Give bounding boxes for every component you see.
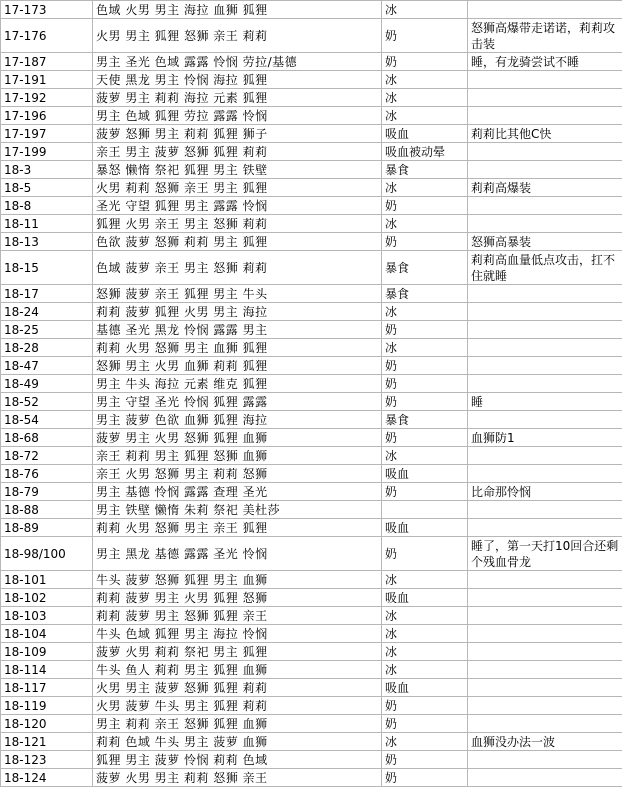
table-row [1, 411, 622, 429]
table-row [1, 483, 622, 501]
cell-result[interactable]: 冰 [382, 179, 468, 197]
cell-note[interactable]: 睡了，第一天打10回合还剩个残血骨龙 [468, 537, 622, 571]
cell-id[interactable]: 18-88 [1, 501, 93, 519]
cell-id[interactable]: 17-199 [1, 143, 93, 161]
cell-team[interactable]: 暴怒 懒惰 祭祀 狐狸 男主 铁壁 [93, 161, 382, 179]
cell-id[interactable]: 18-121 [1, 733, 93, 751]
cell-team[interactable]: 火男 男主 狐狸 怒狮 亲王 莉莉 [93, 19, 382, 53]
table-row [1, 215, 622, 233]
table-row [1, 447, 622, 465]
cell-note[interactable] [468, 1, 622, 19]
cell-result[interactable]: 冰 [382, 733, 468, 751]
cell-result[interactable]: 冰 [382, 303, 468, 321]
cell-id[interactable]: 18-5 [1, 179, 93, 197]
cell-result[interactable]: 奶 [382, 357, 468, 375]
cell-team[interactable]: 火男 菠萝 牛头 男主 狐狸 莉莉 [93, 697, 382, 715]
table-row [1, 53, 622, 71]
table-row [1, 679, 622, 697]
cell-result[interactable]: 奶 [382, 375, 468, 393]
cell-note[interactable] [468, 285, 622, 303]
table-row [1, 107, 622, 125]
cell-note[interactable] [468, 339, 622, 357]
cell-note[interactable]: 血狮没办法一波 [468, 733, 622, 751]
cell-result[interactable]: 冰 [382, 89, 468, 107]
table-row [1, 303, 622, 321]
cell-team[interactable]: 莉莉 色域 牛头 男主 菠萝 血狮 [93, 733, 382, 751]
cell-team[interactable]: 怒狮 男主 火男 血狮 莉莉 狐狸 [93, 357, 382, 375]
table-row [1, 519, 622, 537]
cell-team[interactable]: 菠萝 怒狮 男主 莉莉 狐狸 狮子 [93, 125, 382, 143]
cell-team[interactable]: 莉莉 菠萝 狐狸 火男 男主 海拉 [93, 303, 382, 321]
cell-id[interactable]: 18-109 [1, 643, 93, 661]
cell-id[interactable]: 18-8 [1, 197, 93, 215]
cell-result[interactable]: 冰 [382, 107, 468, 125]
cell-note[interactable] [468, 589, 622, 607]
cell-id[interactable]: 18-72 [1, 447, 93, 465]
table-row [1, 733, 622, 751]
cell-note[interactable] [468, 679, 622, 697]
cell-id[interactable]: 17-192 [1, 89, 93, 107]
table-row [1, 1, 622, 19]
table-row [1, 89, 622, 107]
cell-note[interactable] [468, 447, 622, 465]
cell-team[interactable]: 怒狮 菠萝 亲王 狐狸 男主 牛头 [93, 285, 382, 303]
cell-team[interactable]: 男主 菠萝 色欲 血狮 狐狸 海拉 [93, 411, 382, 429]
cell-result[interactable]: 冰 [382, 607, 468, 625]
table-row [1, 19, 622, 53]
cell-result[interactable]: 冰 [382, 71, 468, 89]
table-row [1, 501, 622, 519]
table-row [1, 571, 622, 589]
cell-note[interactable] [468, 375, 622, 393]
spreadsheet-body [1, 1, 622, 787]
cell-result[interactable]: 冰 [382, 339, 468, 357]
cell-id[interactable]: 18-47 [1, 357, 93, 375]
cell-result[interactable]: 吸血 [382, 679, 468, 697]
cell-result[interactable]: 奶 [382, 483, 468, 501]
cell-note[interactable] [468, 107, 622, 125]
cell-result[interactable]: 冰 [382, 215, 468, 233]
cell-id[interactable]: 18-52 [1, 393, 93, 411]
cell-id[interactable]: 17-187 [1, 53, 93, 71]
table-row [1, 393, 622, 411]
table-row [1, 715, 622, 733]
cell-result[interactable]: 冰 [382, 625, 468, 643]
table-row [1, 321, 622, 339]
cell-team[interactable]: 狐狸 火男 亲王 男主 怒狮 莉莉 [93, 215, 382, 233]
cell-result[interactable]: 暴食 [382, 411, 468, 429]
cell-note[interactable]: 莉莉比其他C快 [468, 125, 622, 143]
cell-note[interactable] [468, 71, 622, 89]
cell-id[interactable]: 18-68 [1, 429, 93, 447]
cell-team[interactable]: 男主 守望 圣光 怜悯 狐狸 露露 [93, 393, 382, 411]
cell-note[interactable]: 血狮防1 [468, 429, 622, 447]
cell-result[interactable]: 奶 [382, 697, 468, 715]
cell-id[interactable]: 18-98/100 [1, 537, 93, 571]
cell-note[interactable]: 莉莉高爆装 [468, 179, 622, 197]
table-row [1, 625, 622, 643]
cell-note[interactable]: 怒狮高爆带走诺诺，莉莉攻击装 [468, 19, 622, 53]
cell-result[interactable]: 奶 [382, 429, 468, 447]
table-row [1, 465, 622, 483]
cell-team[interactable]: 莉莉 菠萝 男主 怒狮 狐狸 亲王 [93, 607, 382, 625]
cell-result[interactable]: 奶 [382, 233, 468, 251]
cell-note[interactable] [468, 715, 622, 733]
cell-team[interactable]: 亲王 火男 怒狮 男主 莉莉 怒狮 [93, 465, 382, 483]
cell-id[interactable]: 18-102 [1, 589, 93, 607]
cell-note[interactable] [468, 751, 622, 769]
cell-team[interactable]: 亲王 男主 菠萝 怒狮 狐狸 莉莉 [93, 143, 382, 161]
cell-result[interactable]: 奶 [382, 751, 468, 769]
cell-note[interactable] [468, 501, 622, 519]
cell-note[interactable]: 比命那怜悯 [468, 483, 622, 501]
cell-id[interactable]: 17-173 [1, 1, 93, 19]
cell-team[interactable]: 天使 黑龙 男主 怜悯 海拉 狐狸 [93, 71, 382, 89]
cell-note[interactable] [468, 607, 622, 625]
cell-note[interactable] [468, 161, 622, 179]
table-row [1, 197, 622, 215]
cell-result[interactable]: 吸血 [382, 519, 468, 537]
cell-team[interactable]: 菠萝 火男 男主 莉莉 怒狮 亲王 [93, 769, 382, 787]
table-row [1, 429, 622, 447]
table-row [1, 357, 622, 375]
cell-id[interactable]: 18-49 [1, 375, 93, 393]
cell-result[interactable]: 奶 [382, 53, 468, 71]
table-row [1, 143, 622, 161]
cell-id[interactable]: 18-76 [1, 465, 93, 483]
cell-team[interactable]: 菠萝 男主 莉莉 海拉 元素 狐狸 [93, 89, 382, 107]
table-row [1, 161, 622, 179]
cell-id[interactable]: 18-79 [1, 483, 93, 501]
cell-result[interactable]: 冰 [382, 571, 468, 589]
table-row [1, 179, 622, 197]
cell-team[interactable]: 色域 火男 男主 海拉 血狮 狐狸 [93, 1, 382, 19]
cell-id[interactable]: 17-197 [1, 125, 93, 143]
cell-id[interactable]: 18-15 [1, 251, 93, 285]
table-row [1, 751, 622, 769]
cell-id[interactable]: 18-120 [1, 715, 93, 733]
cell-id[interactable]: 18-104 [1, 625, 93, 643]
cell-team[interactable]: 男主 色域 狐狸 劳拉 露露 怜悯 [93, 107, 382, 125]
cell-team[interactable]: 男主 莉莉 亲王 怒狮 狐狸 血狮 [93, 715, 382, 733]
cell-team[interactable]: 莉莉 火男 怒狮 男主 亲王 狐狸 [93, 519, 382, 537]
cell-team[interactable]: 男主 铁壁 懒惰 朱莉 祭祀 美杜莎 [93, 501, 382, 519]
cell-id[interactable]: 18-11 [1, 215, 93, 233]
cell-note[interactable] [468, 357, 622, 375]
table-row [1, 285, 622, 303]
cell-result[interactable] [382, 501, 468, 519]
cell-team[interactable]: 火男 男主 菠萝 怒狮 狐狸 莉莉 [93, 679, 382, 697]
cell-note[interactable] [468, 89, 622, 107]
cell-id[interactable]: 18-89 [1, 519, 93, 537]
cell-result[interactable]: 暴食 [382, 161, 468, 179]
table-row [1, 339, 622, 357]
cell-team[interactable]: 男主 黑龙 基德 露露 圣光 怜悯 [93, 537, 382, 571]
cell-result[interactable]: 冰 [382, 447, 468, 465]
table-row [1, 233, 622, 251]
cell-note[interactable] [468, 769, 622, 787]
cell-id[interactable]: 17-176 [1, 19, 93, 53]
cell-id[interactable]: 18-103 [1, 607, 93, 625]
cell-team[interactable]: 狐狸 男主 菠萝 怜悯 莉莉 色域 [93, 751, 382, 769]
table-row [1, 607, 622, 625]
cell-id[interactable]: 18-123 [1, 751, 93, 769]
cell-id[interactable]: 18-24 [1, 303, 93, 321]
cell-note[interactable] [468, 519, 622, 537]
cell-note[interactable]: 睡，有龙骑尝试不睡 [468, 53, 622, 71]
cell-result[interactable]: 奶 [382, 769, 468, 787]
cell-result[interactable]: 冰 [382, 661, 468, 679]
cell-result[interactable]: 暴食 [382, 251, 468, 285]
cell-result[interactable]: 冰 [382, 643, 468, 661]
cell-note[interactable] [468, 303, 622, 321]
cell-team[interactable]: 圣光 守望 狐狸 男主 露露 怜悯 [93, 197, 382, 215]
table-row [1, 661, 622, 679]
cell-team[interactable]: 莉莉 火男 怒狮 男主 血狮 狐狸 [93, 339, 382, 357]
cell-id[interactable]: 18-25 [1, 321, 93, 339]
cell-id[interactable]: 18-117 [1, 679, 93, 697]
cell-id[interactable]: 18-101 [1, 571, 93, 589]
table-row [1, 643, 622, 661]
cell-note[interactable] [468, 661, 622, 679]
cell-id[interactable]: 18-13 [1, 233, 93, 251]
cell-team[interactable]: 基德 圣光 黑龙 怜悯 露露 男主 [93, 321, 382, 339]
cell-result[interactable]: 吸血被动晕 [382, 143, 468, 161]
cell-note[interactable]: 睡 [468, 393, 622, 411]
table-row [1, 71, 622, 89]
cell-team[interactable]: 牛头 色域 狐狸 男主 海拉 怜悯 [93, 625, 382, 643]
table-row [1, 537, 622, 571]
cell-team[interactable]: 菠萝 男主 火男 怒狮 狐狸 血狮 [93, 429, 382, 447]
cell-id[interactable]: 18-114 [1, 661, 93, 679]
cell-result[interactable]: 奶 [382, 19, 468, 53]
table-row [1, 697, 622, 715]
cell-result[interactable]: 奶 [382, 321, 468, 339]
cell-id[interactable]: 18-124 [1, 769, 93, 787]
cell-note[interactable] [468, 215, 622, 233]
cell-id[interactable]: 17-191 [1, 71, 93, 89]
cell-team[interactable]: 男主 牛头 海拉 元素 维克 狐狸 [93, 375, 382, 393]
table-row [1, 375, 622, 393]
cell-result[interactable]: 吸血 [382, 465, 468, 483]
cell-note[interactable] [468, 197, 622, 215]
cell-note[interactable] [468, 465, 622, 483]
cell-team[interactable]: 牛头 鱼人 莉莉 男主 狐狸 血狮 [93, 661, 382, 679]
cell-result[interactable]: 吸血 [382, 125, 468, 143]
cell-id[interactable]: 18-28 [1, 339, 93, 357]
cell-note[interactable] [468, 321, 622, 339]
cell-team[interactable]: 莉莉 菠萝 男主 火男 狐狸 怒狮 [93, 589, 382, 607]
cell-id[interactable]: 18-54 [1, 411, 93, 429]
cell-note[interactable] [468, 143, 622, 161]
table-row [1, 251, 622, 285]
cell-result[interactable]: 奶 [382, 393, 468, 411]
table-row [1, 125, 622, 143]
cell-team[interactable]: 火男 莉莉 怒狮 亲王 男主 狐狸 [93, 179, 382, 197]
cell-note[interactable] [468, 411, 622, 429]
cell-note[interactable] [468, 643, 622, 661]
table-row [1, 769, 622, 787]
cell-result[interactable]: 奶 [382, 715, 468, 733]
table-row [1, 589, 622, 607]
cell-team[interactable]: 色域 菠萝 亲王 男主 怒狮 莉莉 [93, 251, 382, 285]
cell-team[interactable]: 亲王 莉莉 男主 狐狸 怒狮 血狮 [93, 447, 382, 465]
cell-result[interactable]: 奶 [382, 537, 468, 571]
cell-id[interactable]: 17-196 [1, 107, 93, 125]
cell-result[interactable]: 冰 [382, 1, 468, 19]
cell-team[interactable]: 菠萝 火男 莉莉 祭祀 男主 狐狸 [93, 643, 382, 661]
cell-id[interactable]: 18-119 [1, 697, 93, 715]
cell-note[interactable] [468, 571, 622, 589]
cell-result[interactable]: 奶 [382, 197, 468, 215]
cell-note[interactable] [468, 625, 622, 643]
cell-id[interactable]: 18-3 [1, 161, 93, 179]
cell-note[interactable]: 莉莉高血量低点攻击，扛不住就睡 [468, 251, 622, 285]
cell-team[interactable]: 色欲 菠萝 怒狮 莉莉 男主 狐狸 [93, 233, 382, 251]
cell-id[interactable]: 18-17 [1, 285, 93, 303]
cell-team[interactable]: 男主 圣光 色域 露露 怜悯 劳拉/基德 [93, 53, 382, 71]
cell-result[interactable]: 暴食 [382, 285, 468, 303]
cell-note[interactable]: 怒狮高暴装 [468, 233, 622, 251]
cell-team[interactable]: 男主 基德 怜悯 露露 查理 圣光 [93, 483, 382, 501]
cell-note[interactable] [468, 697, 622, 715]
cell-team[interactable]: 牛头 菠萝 怒狮 狐狸 男主 血狮 [93, 571, 382, 589]
cell-result[interactable]: 吸血 [382, 589, 468, 607]
